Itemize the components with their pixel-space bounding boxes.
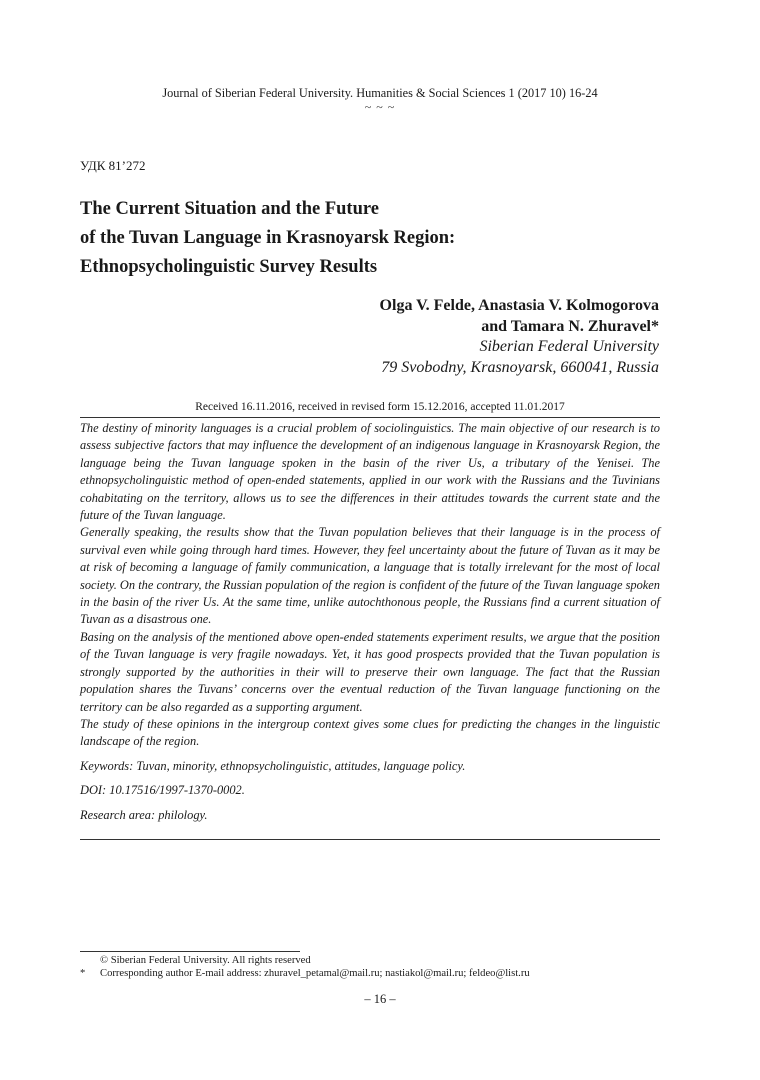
affiliation: Siberian Federal University	[479, 338, 659, 355]
doi: DOI: 10.17516/1997-1370-0002.	[80, 783, 245, 798]
received-dates: Received 16.11.2016, received in revised form 15.12.2016, accepted 11.01.2017	[195, 401, 565, 413]
header-divider: ~ ~ ~	[364, 100, 396, 114]
footnote-mark: *	[80, 968, 86, 979]
title-line: of the Tuvan Language in Krasnoyarsk Region:	[80, 228, 456, 248]
author-names: Olga V. Felde, Anastasia V. Kolmogorova	[379, 297, 659, 314]
paper-title	[80, 195, 640, 282]
author-block	[380, 296, 659, 378]
abstract-paragraph: The destiny of minority languages is a crucial problem of sociolinguistics. The main objective of our research is to assess subjective factors that may influence the development of an indigenous language in Krasnoyarsk Region, the language being the Tuvan language spoken in the basin of the river Us, a tributary of the Yenisei. The ethnopsycholinguistic method of open-ended statements, applied in our work with the Russians and the Tuvinians cohabitating on the territory, allows us to see the differences in their attitudes towards the current state and the future of the Tuvan language.	[80, 421, 660, 523]
affiliation-address: 79 Svobodny, Krasnoyarsk, 660041, Russia	[381, 358, 659, 376]
abstract-top-rule	[80, 417, 660, 418]
author-names-continued: and Tamara N. Zhuravel*	[481, 317, 659, 335]
corresponding-author-footnote	[80, 968, 530, 979]
footnote-rule	[80, 951, 300, 952]
abstract-paragraph: The study of these opinions in the intergroup context gives some clues for predicting the changes in the linguistic landscape of the region.	[80, 716, 660, 749]
page-number: – 16 –	[364, 992, 396, 1006]
keywords: Keywords: Tuvan, minority, ethnopsycholinguistic, attitudes, language policy.	[80, 758, 466, 773]
abstract	[80, 420, 660, 824]
title-line: Ethnopsycholinguistic Survey Results	[80, 257, 378, 277]
copyright-footnote: © Siberian Federal University. All rights reserved	[100, 955, 311, 966]
abstract-paragraph: Basing on the analysis of the mentioned above open-ended statements experiment results, we argue that the position of the Tuvan language is very fragile nowadays. Yet, it has good prospects provided that the Tuvan population is strongly supported by the authorities in their will to preserve their own language. The fact that the Russian population shares the Tuvans’ concerns over the eventual reduction of the Tuvan language functioning on the territory can be also regarded as a supporting argument.	[80, 629, 660, 714]
research-area: Research area: philology.	[80, 807, 208, 822]
abstract-bottom-rule	[80, 839, 660, 840]
journal-header: Journal of Siberian Federal University. Humanities & Social Sciences 1 (2017 10) 16-24	[162, 86, 598, 100]
abstract-paragraph: Generally speaking, the results show that the Tuvan population believes that their language is in the process of survival even while going through hard times. However, they feel uncertainty about the future of Tuvan as it may be at risk of becoming a language of family communication, a language that is totally irrelevant for the most of local society. On the contrary, the Russian population of the region is confident of the future of the Tuvan language spoken in the basin of the river Us. At the same time, unlike autochthonous people, the Russians find a current situation of Tuvan as a disastrous one.	[80, 525, 660, 627]
title-line: The Current Situation and the Future	[80, 199, 379, 219]
corresponding-author-text: Corresponding author E-mail address: zhuravel_petamal@mail.ru; nastiakol@mail.ru; feldeo@list.ru	[100, 968, 530, 979]
udk-code: УДК 81’272	[80, 158, 146, 173]
